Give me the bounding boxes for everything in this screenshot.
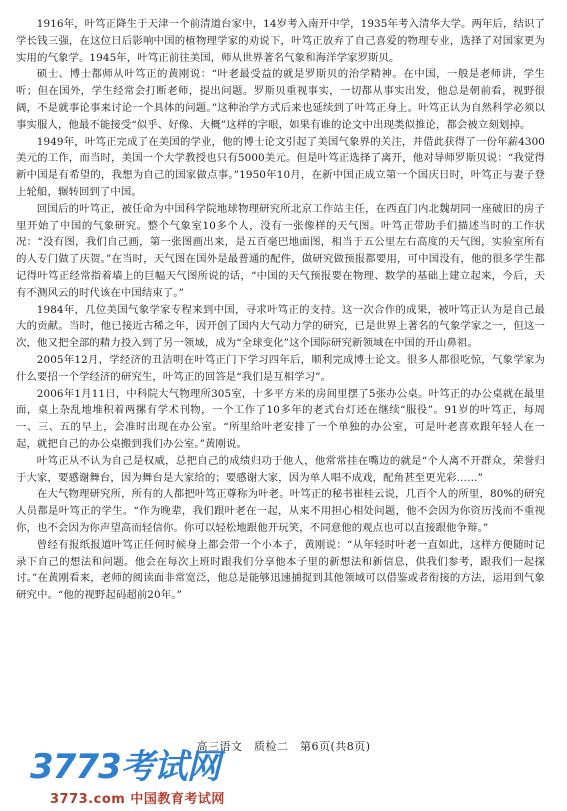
paragraph-5: 1984年，几位美国气象学家专程来到中国，寻求叶笃正的支持。这一次合作的成果，被叶笃正认为是自己最大的贡献。当时，他已接近古稀之年，因开创了国内大气动力学的研究，已是世界上著名的气象学家之一，但这一次，他又把全部的精力投入到了另一领域，成为“全球变化”这个国际研究新领域在中国的开山鼻祖。	[16, 303, 545, 350]
page-footer: 高三语文 质检二 第6页(共8页)	[196, 740, 371, 753]
paragraph-10: 曾经有报纸报道叶笃正任何时候身上都会带一个小本子，黄刚说：“从年轻时叶老一直如此，这样方便随时记录下自己的想法和问题。他会在每次上班时跟我们分享他本子里的新想法和新信息，供我们参考，跟我们一起探讨。”在黄刚看来，老师的阅读面非常宽泛，他总是能够迅速捕捉到其他领域可以借鉴或者衔接的方法，运用到气象研究中。“他的视野起码超前20年。”	[16, 538, 545, 602]
paragraph-2: 硕士、博士都师从叶笃正的黄刚说：“叶老最受益的就是罗斯贝的治学精神。在中国，一般是老师讲，学生听；但在国外，学生经常会打断老师，提出问题。罗斯贝重视事实，一切都从事实出发，他总是朝前看，视野很阔，不是就事论事来讨论一个具体的问题。”这种治学方式后来也延续到了叶笃正身上。叶笃正认为自然科学必须以事实服人，他最不能接受“似乎、好像、大概”这样的字眼，如果有谁的论文中出现类似推论，都会被立刻划掉。	[16, 68, 545, 131]
paragraph-4: 回国后的叶笃正，被任命为中国科学院地球物理研究所北京工作站主任，在西直门内北魏胡同一座破旧的房子里开始了中国的气象研究。整个气象室10多个人，没有一张像样的天气图。叶笃正带助手们描述当时的工作状况：“没有图，我们自己画，第一张图画出来，是五百毫巴地面图，相当于五公里左右高度的天气图，实验室所有的人专门做了庆贺。”在当时，天气图在国外是最普通的配件，做研究做预报都要用，可中国没有，他的很多学生都记得叶笃正经常指着墙上的巨幅天气图所说的话，“中国的天气预报要在物理、数学的基础上建立起来，今后，天有不测风云的时代该在中国结束了。”	[16, 202, 545, 299]
paragraph-8: 叶笃正从不认为自己是权威，总把自己的成绩归功于他人，他常常挂在嘴边的就是“个人离不开群众，荣誉归于大家，要感谢舞台，因为舞台是大家给的；要感谢大家，因为单人唱不成戏，配角甚至更光彩……”	[16, 454, 545, 484]
paragraph-1: 1916年，叶笃正降生于天津一个前清道台家中，14岁考入南开中学，1935年考入清华大学。两年后，结识了学长钱三强，在这位日后影响中国的植物理学家的劝说下，叶笃正放弃了自己喜爱的物理专业，选择了对国家更为实用的气象学。1945年，叶笃正前往美国，师从世界著名气象和海洋学家罗斯贝。	[16, 18, 545, 64]
watermark-sub-text: 3773.com 中国教育考试网	[50, 792, 225, 807]
paragraph-9: 在大气物理研究所，所有的人都把叶笃正尊称为叶老。叶笃正的秘书崔桂云说，几百个人的所里，80%的研究人员都是叶笃正的学生。“作为晚辈，我们跟叶老在一起，从来不用担心相处问题，他不会因为你资历浅而不重视你，也不会因为你声望高而轻信你。你可以轻松地跟他开玩笑，不同意他的观点也可以直接跟他争辩。”	[16, 488, 545, 534]
watermark-main-text: 3773考试网	[30, 747, 220, 787]
paragraph-6: 2005年12月，学经济的丑洁明在叶笃正门下学习四年后，顺利完成博士论文。很多人都很吃惊，气象学家为什么要招一个学经济的研究生，叶笃正的回答是“我们是互相学习”。	[16, 353, 545, 383]
paragraph-7: 2006年1月11日，中科院大气物理所305室，十多平方米的房间里摆了5张办公桌。叶笃正的办公桌就在最里面，桌上杂乱地堆积着两摞有学术刊物，一个工作了10多年的老式台灯还在继续“服役”。91岁的叶笃正，每周一、三、五的早上，会准时出现在办公室。“所里给叶老安排了一个单独的办公室，可是叶老喜欢跟年轻人在一起，就把自己的办公桌搬到我们办公室。”黄刚说。	[16, 387, 545, 450]
paragraph-3: 1949年，叶笃正完成了在美国的学业，他的博士论文引起了美国气象界的关注，并借此获得了一份年薪4300美元的工作，而当时，美国一个大学教授也只有5000美元。但是叶笃正选择了离开，他对导师罗斯贝说：“我觉得新中国是有希望的，我想为自己的国家做点事。”1950年10月，在新中国正成立第一个国庆日时，叶笃正与妻子登上轮船，辗转回到了中国。	[16, 135, 545, 198]
watermark-logo	[30, 748, 270, 808]
